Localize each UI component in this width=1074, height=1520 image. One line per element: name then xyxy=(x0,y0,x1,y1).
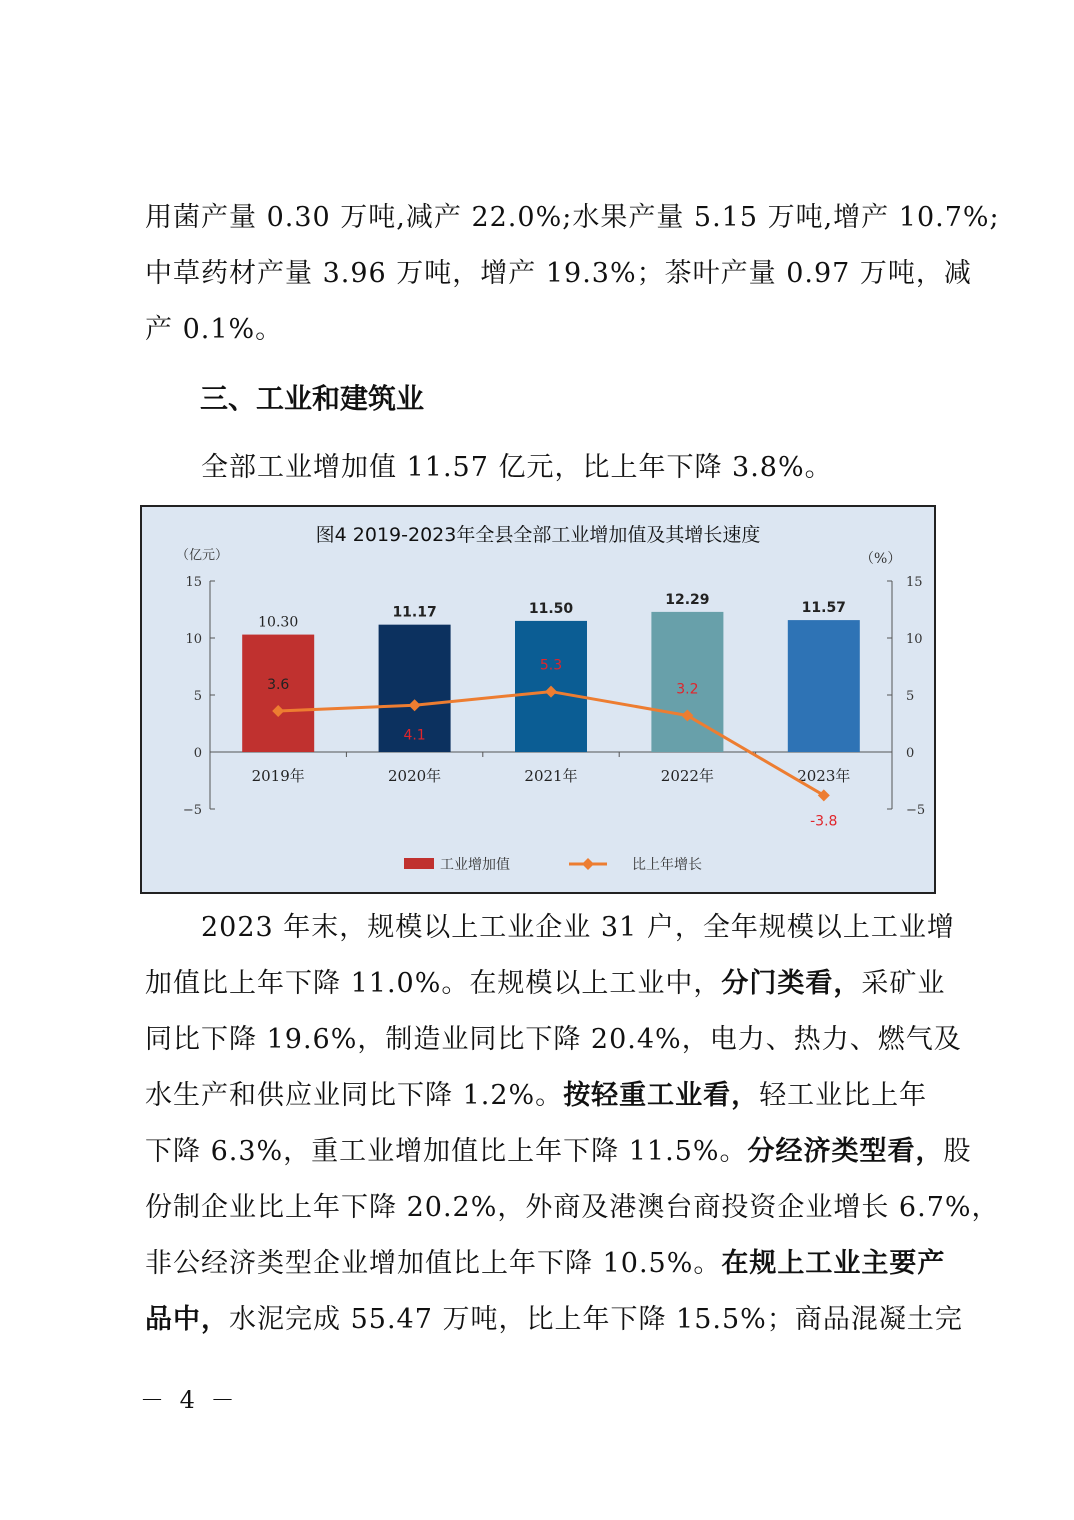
agriculture-paragraph xyxy=(145,190,1000,358)
growth-value-label: 5.3 xyxy=(539,657,563,674)
bar xyxy=(788,620,860,752)
chart-title: 图4 2019-2023年全县全部工业增加值及其增长速度 xyxy=(315,524,761,546)
category-label: 2020年 xyxy=(388,767,442,785)
text-segment: 同比下降 19.6%，制造业同比下降 20.4%，电力、热力、燃气及 xyxy=(145,1024,962,1055)
left-tick-label: 5 xyxy=(193,689,202,704)
industry-summary-paragraph xyxy=(145,440,945,496)
text-segment: 下降 6.3%，重工业增加值比上年下降 11.5%。 xyxy=(145,1136,748,1167)
bar-value-label: 11.57 xyxy=(801,600,846,617)
text-line: 中草药材产量 3.96 万吨，增产 19.3%；茶叶产量 0.97 万吨，减 xyxy=(145,258,972,289)
bar xyxy=(242,635,314,752)
section-heading: 三、工业和建筑业 xyxy=(200,382,425,415)
bold-lead-phrase: 分门类看， xyxy=(721,968,862,999)
growth-value-label: -3.8 xyxy=(810,813,838,830)
text-line xyxy=(145,1124,972,1180)
text-segment: 加值比上年下降 11.0%。在规模以上工业中， xyxy=(145,968,722,999)
left-axis-unit: （亿元） xyxy=(176,548,229,563)
text-line xyxy=(145,1292,963,1348)
text-segment: 股 xyxy=(943,1136,972,1167)
text-segment: 水泥完成 55.47 万吨，比上年下降 15.5%；商品混凝土完 xyxy=(229,1304,963,1335)
bar-value-label: 10.30 xyxy=(258,614,299,631)
right-tick-label: 5 xyxy=(906,689,915,704)
text-line xyxy=(145,1180,1000,1236)
legend-bar-swatch xyxy=(404,858,434,869)
category-label: 2019年 xyxy=(251,767,305,785)
growth-point xyxy=(818,789,830,801)
text-segment: 水生产和供应业同比下降 1.2%。 xyxy=(145,1080,564,1111)
left-tick-label: 0 xyxy=(193,746,202,761)
right-axis-unit: （%） xyxy=(860,551,902,567)
text-segment: 份制企业比上年下降 20.2%，外商及港澳台商投资企业增长 6.7%， xyxy=(145,1192,1000,1223)
industry-detail-paragraph xyxy=(145,900,1000,1348)
text-line: 产 0.1%。 xyxy=(145,314,284,345)
growth-value-label: 4.1 xyxy=(403,727,426,744)
left-tick-label: 15 xyxy=(185,575,202,590)
legend-bar-label: 工业增加值 xyxy=(440,857,510,873)
category-label: 2021年 xyxy=(524,767,578,785)
text-line: 用菌产量 0.30 万吨,减产 22.0%;水果产量 5.15 万吨,增产 10.7%; xyxy=(145,202,1000,233)
industry-chart xyxy=(140,505,936,894)
left-tick-label: −5 xyxy=(182,803,202,818)
text-line xyxy=(145,1068,945,1124)
growth-value-label: 3.6 xyxy=(267,676,290,693)
bar-value-label: 11.50 xyxy=(528,600,574,617)
growth-value-label: 3.2 xyxy=(676,681,699,698)
category-label: 2022年 xyxy=(660,767,714,785)
text-line xyxy=(145,956,945,1012)
right-tick-label: 15 xyxy=(906,575,923,590)
bar-value-label: 12.29 xyxy=(665,591,710,608)
right-tick-label: 10 xyxy=(906,632,923,647)
page-number: － 4 － xyxy=(140,1386,239,1414)
right-tick-label: 0 xyxy=(906,746,915,761)
bold-lead-phrase: 按轻重工业看， xyxy=(563,1080,760,1111)
legend-line-marker xyxy=(582,858,594,870)
legend-line-label: 比上年增长 xyxy=(632,857,702,873)
bold-lead-phrase: 在规上工业主要产 xyxy=(721,1248,946,1279)
bold-lead-phrase: 品中， xyxy=(145,1304,229,1335)
category-label: 2023年 xyxy=(797,767,851,785)
text-segment: 轻工业比上年 xyxy=(759,1080,928,1111)
text-line xyxy=(145,1012,962,1068)
right-tick-label: −5 xyxy=(906,803,926,818)
text-segment: 非公经济类型企业增加值比上年下降 10.5%。 xyxy=(145,1248,722,1279)
left-tick-label: 10 xyxy=(185,632,202,647)
text-segment: 2023 年末，规模以上工业企业 31 户，全年规模以上工业增 xyxy=(201,912,955,943)
text-segment: 采矿业 xyxy=(861,968,946,999)
text-line: 全部工业增加值 11.57 亿元，比上年下降 3.8%。 xyxy=(201,452,833,483)
bold-lead-phrase: 分经济类型看， xyxy=(747,1136,944,1167)
chart-svg xyxy=(142,507,934,892)
text-line xyxy=(145,1236,945,1292)
text-line xyxy=(145,900,955,956)
bar-value-label: 11.17 xyxy=(392,604,437,621)
